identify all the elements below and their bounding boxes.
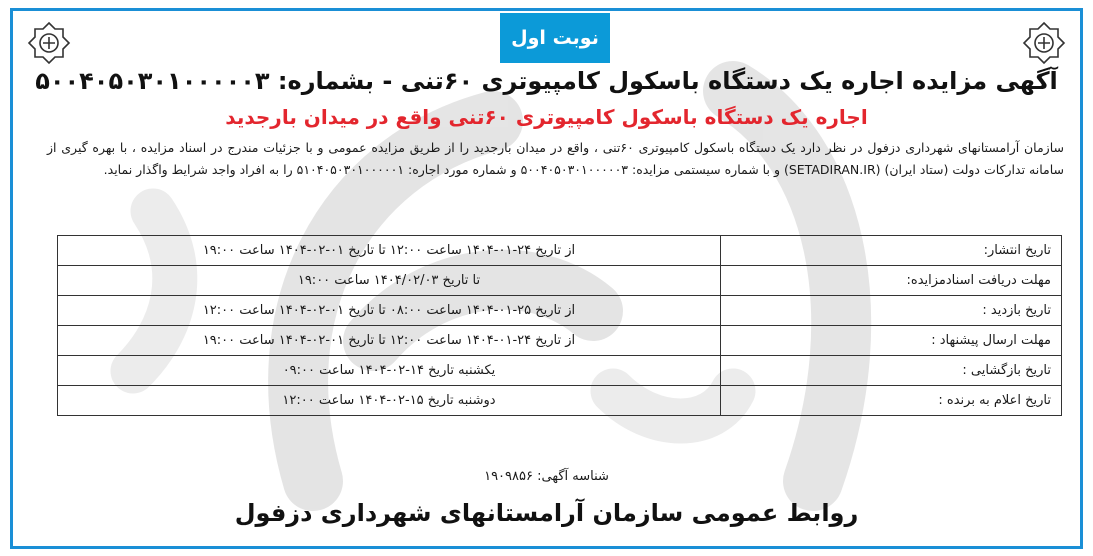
- schedule-label: مهلت ارسال پیشنهاد :: [721, 326, 1062, 356]
- table-row: [58, 266, 1062, 296]
- municipality-emblem-icon: [27, 21, 71, 65]
- schedule-value: یکشنبه تاریخ ۱۴-۰۲-۱۴۰۴ ساعت ۰۹:۰۰: [58, 356, 721, 386]
- table-row: [58, 326, 1062, 356]
- table-row: [58, 356, 1062, 386]
- notice-frame: [10, 8, 1083, 549]
- table-row: [58, 386, 1062, 416]
- round-badge: نوبت اول: [500, 13, 610, 63]
- schedule-label: تاریخ بازگشایی :: [721, 356, 1062, 386]
- notice-title: آگهی مزایده اجاره یک دستگاه باسکول کامپیوتری ۶۰تنی - بشماره: ۵۰۰۴۰۵۰۳۰۱۰۰۰۰۰۳: [35, 67, 1058, 95]
- schedule-label: تاریخ بازدید :: [721, 296, 1062, 326]
- schedule-value: از تاریخ ۲۴-۰۱-۱۴۰۴ ساعت ۱۲:۰۰ تا تاریخ ۰۱-۰۲-۱۴۰۴ ساعت ۱۹:۰۰: [58, 326, 721, 356]
- footer-signature: روابط عمومی سازمان آرامستانهای شهرداری دزفول: [234, 499, 859, 527]
- table-row: [58, 236, 1062, 266]
- notice-body: سازمان آرامستانهای شهرداری دزفول در نظر دارد یک دستگاه باسکول کامپیوتری ۶۰تنی ، واقع در میدان بارجدید را از طریق مزایده عمومی و با جزئیات مندرج در اسناد مزایده ، با بهره گیری از سامانه تدارکات دولت (ستاد ایران) (SETADIRAN.IR) و با شماره سیستمی مزایده: ۵۰۰۴۰۵۰۳۰۱۰۰۰۰۰۳ و شماره مورد اجاره: ۵۱۰۴۰۵۰۳۰۱۰۰۰۰۰۱ را به افراد واجد شرایط واگذار نماید.: [47, 140, 1064, 177]
- ad-identifier: شناسه آگهی: ۱۹۰۹۸۵۶: [484, 469, 609, 484]
- schedule-value: از تاریخ ۲۵-۰۱-۱۴۰۴ ساعت ۰۸:۰۰ تا تاریخ ۰۱-۰۲-۱۴۰۴ ساعت ۱۲:۰۰: [58, 296, 721, 326]
- schedule-value: از تاریخ ۲۴-۰۱-۱۴۰۴ ساعت ۱۲:۰۰ تا تاریخ ۰۱-۰۲-۱۴۰۴ ساعت ۱۹:۰۰: [58, 236, 721, 266]
- notice-subtitle: اجاره یک دستگاه باسکول کامپیوتری ۶۰تنی واقع در میدان بارجدید: [225, 105, 868, 129]
- table-row: [58, 296, 1062, 326]
- schedule-label: مهلت دریافت اسنادمزایده:: [721, 266, 1062, 296]
- schedule-label: تاریخ اعلام به برنده :: [721, 386, 1062, 416]
- schedule-value: دوشنبه تاریخ ۱۵-۰۲-۱۴۰۴ ساعت ۱۲:۰۰: [58, 386, 721, 416]
- municipality-emblem-icon: [1022, 21, 1066, 65]
- schedule-label: تاریخ انتشار:: [721, 236, 1062, 266]
- schedule-value: تا تاریخ ۱۴۰۴/۰۲/۰۳ ساعت ۱۹:۰۰: [58, 266, 721, 296]
- schedule-table: [57, 235, 1062, 416]
